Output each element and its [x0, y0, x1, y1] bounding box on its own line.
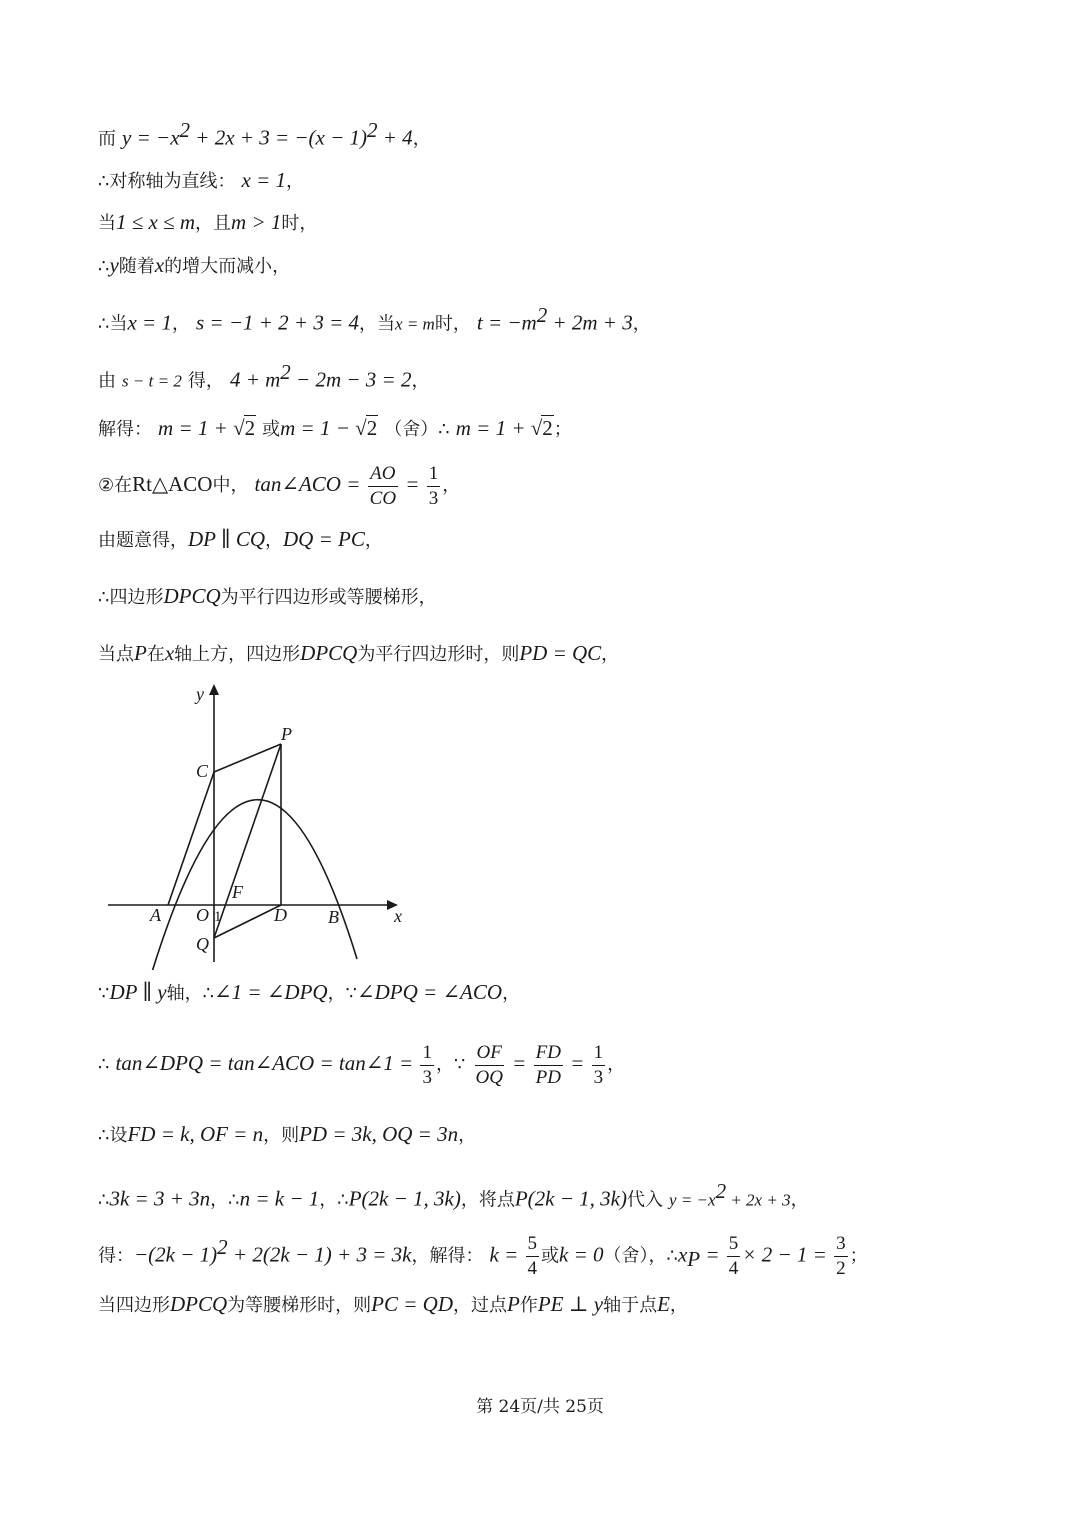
fraction-of-oq: [473, 1041, 504, 1090]
sqrt-radicand: 2: [542, 416, 553, 440]
math: PE ⊥ y: [537, 1292, 604, 1316]
math: PD = QC: [519, 641, 602, 665]
text: ∵: [98, 983, 110, 1004]
text: ，且: [195, 213, 232, 234]
text: 为等腰梯形时，则: [227, 1295, 372, 1316]
line-8: [98, 457, 460, 513]
math: k =: [489, 1242, 524, 1267]
text: ，过点: [453, 1295, 508, 1316]
y-axis-arrow-icon: [209, 684, 219, 695]
math: m = 1 −: [280, 416, 356, 440]
numerator: 5: [526, 1232, 540, 1257]
math: 1 ≤ x ≤ m: [116, 210, 196, 234]
text: ∴: [98, 256, 110, 277]
math: x = 1: [241, 168, 286, 192]
text: ，解得：: [411, 1245, 484, 1267]
math: x = m: [395, 314, 435, 334]
label-f: F: [232, 882, 243, 902]
text: ，∵: [435, 1054, 466, 1075]
line-13: [98, 1036, 625, 1092]
exponent: 2: [715, 1179, 727, 1203]
math: E: [657, 1292, 670, 1316]
numerator: FD: [534, 1041, 563, 1066]
exponent: 2: [280, 360, 291, 384]
math: DP ∥ CQ: [188, 527, 265, 551]
exponent: 2: [217, 1235, 228, 1259]
math: PD = 3k, OQ = 3n: [299, 1122, 459, 1146]
text: ，: [502, 983, 521, 1004]
math: PC = QD: [371, 1292, 454, 1316]
text: 解得：: [98, 419, 152, 440]
line-1: [98, 118, 431, 151]
denominator: 3: [428, 487, 439, 509]
line-10: [98, 584, 437, 610]
text: 轴，∴: [166, 983, 215, 1004]
text: 当: [98, 213, 116, 234]
math: x: [154, 253, 165, 277]
numerator: 1: [427, 462, 441, 487]
text: 或: [541, 1245, 560, 1267]
math: m = 1 +: [455, 416, 531, 440]
math: DP ∥ y: [109, 980, 167, 1004]
fraction-fd-pd: [534, 1041, 563, 1090]
subscript: P: [687, 1247, 701, 1272]
math: + 2x + 3: [726, 1190, 791, 1210]
math: =: [700, 1242, 725, 1267]
line-6: [98, 360, 429, 393]
math: tan∠ACO =: [254, 472, 366, 496]
text: ，: [286, 171, 304, 192]
math: n = k − 1: [239, 1186, 320, 1211]
math: s − t = 2: [122, 371, 182, 391]
text: 中，: [212, 475, 249, 496]
numerator: 5: [727, 1232, 741, 1257]
label-p: P: [281, 724, 292, 744]
text: 当四边形: [98, 1295, 170, 1316]
text: 当点: [98, 644, 134, 665]
math: s = −1 + 2 + 3 = 4: [196, 310, 360, 335]
label-q: Q: [196, 934, 209, 954]
line-16: [98, 1220, 868, 1286]
math: x = 1: [127, 310, 172, 335]
math: ∠DPQ = ∠ACO: [357, 980, 503, 1004]
sqrt-sign: √: [530, 416, 543, 440]
denominator: PD: [535, 1066, 561, 1088]
sqrt-sign: √: [355, 416, 367, 440]
text: 作: [519, 1295, 538, 1316]
line-17: [98, 1292, 688, 1318]
text: ，: [171, 313, 190, 335]
text: ∴四边形: [98, 587, 164, 608]
text: 时，: [281, 213, 318, 234]
text: 由题意得，: [98, 530, 188, 551]
text: 在: [146, 644, 165, 665]
text: ，: [790, 1189, 809, 1211]
math: y: [109, 253, 119, 277]
text: ，∴: [210, 1189, 240, 1211]
line-9: [98, 527, 383, 553]
text: ∴对称轴为直线：: [98, 171, 236, 192]
math: P(2k − 1, 3k): [514, 1186, 627, 1211]
numerator: 1: [420, 1041, 434, 1066]
fraction-1-3: [427, 462, 441, 511]
text: ，: [601, 644, 620, 665]
text: 得，: [187, 370, 224, 392]
math: + 4: [377, 125, 413, 150]
math: y = −x: [669, 1190, 716, 1210]
label-b: B: [328, 907, 339, 927]
text: 为平行四边形或等腰梯形，: [220, 587, 437, 608]
text: 而: [98, 128, 116, 150]
denominator: 4: [527, 1257, 538, 1279]
exponent: 2: [536, 303, 548, 327]
text: ，: [632, 313, 651, 335]
numerator: AO: [368, 462, 397, 487]
fraction-3-2: [834, 1232, 848, 1281]
math: k = 0: [559, 1242, 604, 1267]
text: ，则: [263, 1125, 300, 1146]
geometry-diagram: [100, 680, 420, 970]
text: 代入: [626, 1189, 663, 1211]
text: ，将点: [460, 1189, 515, 1211]
label-x: x: [394, 906, 402, 926]
math: t = −m: [476, 310, 537, 335]
math: P: [134, 641, 147, 665]
label-y: y: [196, 684, 204, 704]
numerator: 3: [834, 1232, 848, 1257]
math: y = −x: [122, 125, 180, 150]
math: DQ = PC: [283, 527, 365, 551]
math: x: [677, 1242, 688, 1267]
text: 轴于点: [603, 1295, 658, 1316]
text: 由: [98, 370, 116, 392]
text: 时，: [434, 313, 471, 335]
text: ，: [669, 1295, 688, 1316]
page-footer: 第 24页/共 25页: [476, 1397, 604, 1417]
text: ∴当: [98, 313, 128, 335]
text: ，: [412, 128, 431, 150]
line-14: [98, 1122, 476, 1148]
math: Rt△ACO: [132, 472, 213, 496]
math: + 2(2k − 1) + 3 = 3k: [227, 1242, 412, 1267]
text: 随着: [118, 256, 155, 277]
denominator: OQ: [475, 1066, 503, 1088]
numerator: OF: [475, 1041, 504, 1066]
fraction-ao-co: [368, 462, 398, 511]
math: FD = k, OF = n: [127, 1122, 264, 1146]
math: m > 1: [231, 210, 282, 234]
math: − 2m − 3 = 2: [290, 367, 412, 392]
text: 或: [262, 419, 281, 440]
text: （舍），∴: [603, 1245, 678, 1267]
math: + 2x + 3 = −(x − 1): [190, 125, 368, 150]
line-5: [98, 303, 651, 336]
text: ∴: [98, 1054, 110, 1075]
math: =: [564, 1051, 590, 1075]
numerator: 1: [592, 1041, 606, 1066]
math: ∠1 = ∠DPQ: [214, 980, 328, 1004]
denominator: 4: [728, 1257, 739, 1279]
math: × 2 − 1 =: [742, 1242, 833, 1267]
fraction-5-4: [727, 1232, 741, 1281]
line-4: [98, 253, 290, 279]
fraction-1-3: [592, 1041, 606, 1090]
text: ；: [553, 419, 572, 440]
math: DPCQ: [163, 584, 221, 608]
denominator: 3: [593, 1066, 604, 1088]
math: m = 1 +: [158, 416, 234, 440]
parabola: [152, 800, 357, 970]
text: ，: [265, 530, 283, 551]
text: ，: [607, 1054, 626, 1075]
math: =: [400, 472, 425, 496]
fraction-1-3: [420, 1041, 434, 1090]
line-3: [98, 210, 317, 236]
text: ，: [411, 370, 430, 392]
exponent: 2: [179, 118, 191, 142]
text: ∴: [98, 1189, 110, 1211]
math: 4 + m: [229, 367, 281, 392]
text: 轴上方，四边形: [174, 644, 301, 665]
text: 得：: [98, 1245, 134, 1267]
math: P(2k − 1, 3k): [348, 1186, 461, 1211]
label-1: 1: [214, 909, 222, 925]
math: P: [507, 1292, 520, 1316]
math: tan∠DPQ = tan∠ACO = tan∠1 =: [115, 1051, 419, 1075]
math: −(2k − 1): [134, 1242, 218, 1267]
sqrt-sign: √: [233, 416, 245, 440]
line-15: [98, 1179, 809, 1212]
text: ∴设: [98, 1125, 128, 1146]
text: ，当: [359, 313, 396, 335]
label-o: O: [196, 905, 209, 925]
segment-cp: [214, 744, 281, 772]
text: （舍）∴: [384, 419, 450, 440]
text: ，∴: [319, 1189, 349, 1211]
denominator: 3: [422, 1066, 432, 1088]
math: x: [164, 641, 175, 665]
sqrt-radicand: 2: [244, 416, 256, 440]
text: ，: [442, 475, 461, 496]
text: ，: [364, 530, 383, 551]
text: ②在: [98, 475, 133, 496]
math: + 2m + 3: [547, 310, 633, 335]
math: 3k = 3 + 3n: [109, 1186, 211, 1211]
text: ，: [458, 1125, 477, 1146]
text: ，∵: [327, 983, 358, 1004]
math: =: [506, 1051, 532, 1075]
segment-pq: [214, 744, 281, 938]
denominator: 2: [836, 1257, 846, 1279]
label-a: A: [150, 905, 161, 925]
fraction-5-4: [526, 1232, 540, 1281]
denominator: CO: [369, 487, 397, 509]
text: 为平行四边形时，则: [357, 644, 520, 665]
exponent: 2: [367, 118, 378, 142]
line-2: [98, 168, 304, 194]
label-d: D: [274, 905, 287, 925]
sqrt-radicand: 2: [366, 416, 378, 440]
label-c: C: [196, 761, 209, 781]
line-11: [98, 641, 619, 667]
line-12: [98, 980, 520, 1006]
text: ；: [849, 1245, 868, 1267]
math: DPCQ: [170, 1292, 228, 1316]
math: DPCQ: [300, 641, 358, 665]
line-7: [98, 416, 572, 442]
text: 的增大而减小，: [164, 256, 291, 277]
